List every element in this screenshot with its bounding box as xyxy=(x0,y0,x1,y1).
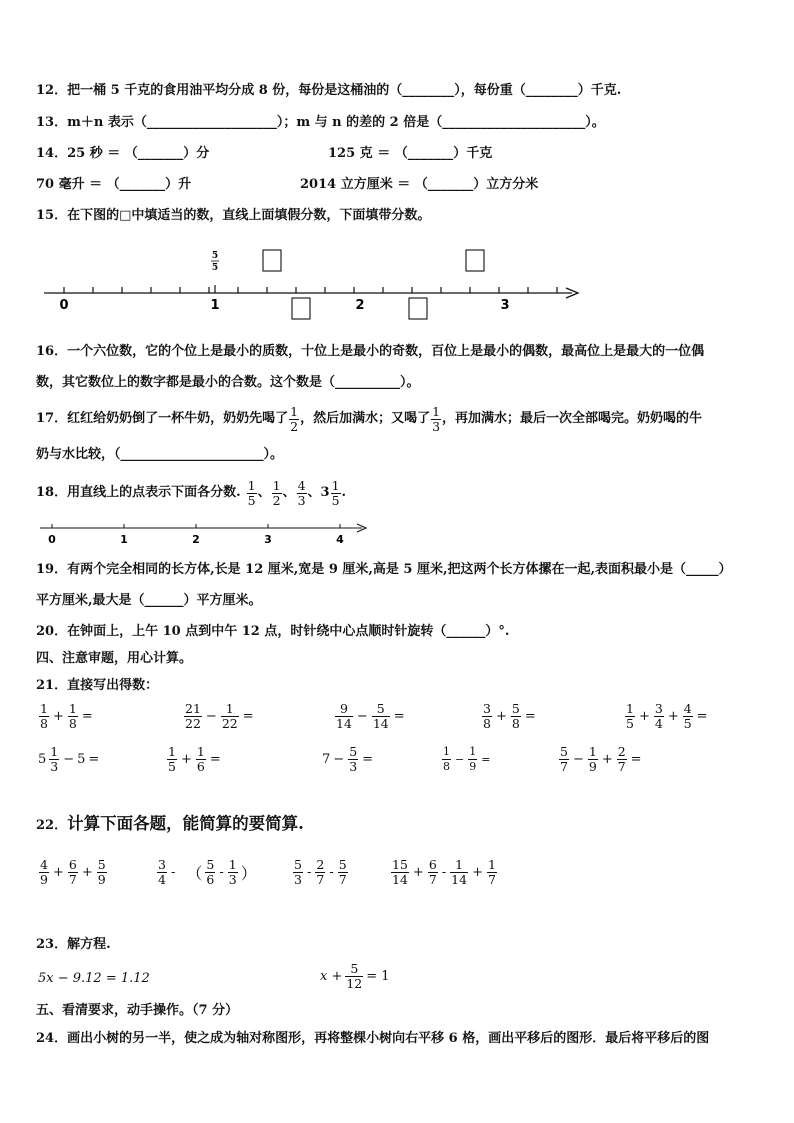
question-number: 15． xyxy=(36,208,68,223)
question-24 xyxy=(36,1030,709,1048)
equation-rhs: = 1 xyxy=(366,969,390,984)
fraction: $\frac{1}{3}$ xyxy=(432,403,441,434)
separator: 、 xyxy=(257,485,271,500)
question-text: 红红给奶奶倒了一杯牛奶，奶奶先喝了 xyxy=(67,411,289,426)
calc-expression: 7 − $\frac{5}{3}$ = xyxy=(322,744,374,774)
calc-expression: $\frac{21}{22}$ − $\frac{1}{22}$ = xyxy=(185,701,254,731)
question-number: 18． xyxy=(36,485,68,500)
question-number: 12． xyxy=(36,83,68,98)
calc-expression: $\frac{3}{4}$ - （ $\frac{5}{6}$ - $\frac{1}{3}$ ） xyxy=(158,857,257,887)
question-text: 用直线上的点表示下面各分数. xyxy=(67,485,241,500)
question-22 xyxy=(36,815,304,835)
fraction: $\frac{1}{2}$ xyxy=(290,403,299,434)
question-text: 解方程. xyxy=(67,937,111,952)
separator: 、 xyxy=(282,485,296,500)
tick-label: 4 xyxy=(336,533,344,546)
question-text-line1: 一个六位数，它的个位上是最小的质数，十位上是最小的奇数，百位上是最小的偶数，最高位上是最大的一位偶 xyxy=(67,344,705,359)
tick-label: 3 xyxy=(500,298,510,313)
question-17-line2: 奶与水比较，（______________________）。 xyxy=(36,447,284,462)
question-text: 把一桶 5 千克的食用油平均分成 8 份，每份是这桶油的（________），每份重（________）千克. xyxy=(67,83,622,98)
question-21 xyxy=(36,677,158,695)
tick-label: 2 xyxy=(355,298,365,313)
period: . xyxy=(341,485,347,500)
question-number: 13． xyxy=(36,115,68,130)
question-text-line2: 数，其它数位上的数字都是最小的合数。这个数是（__________）。 xyxy=(36,375,420,390)
question-number: 21． xyxy=(36,678,68,693)
tick-label: 3 xyxy=(264,533,272,546)
conversion-grams: 125 克 ＝ （_______）千克 xyxy=(328,146,493,161)
fraction-numerator: 5 xyxy=(211,251,219,261)
conversion-cubic-cm: 2014 立方厘米 ＝ （_______）立方分米 xyxy=(300,177,539,192)
section-heading-5: 五、看清要求，动手操作。（7 分） xyxy=(36,1003,239,1018)
equation-variable: x + xyxy=(320,969,343,984)
equation-1: 5x − 9.12 = 1.12 xyxy=(38,971,150,986)
section-heading-4: 四、注意审题，用心计算。 xyxy=(36,651,193,666)
question-number: 24． xyxy=(36,1031,68,1046)
calc-expression: 5 $\frac{1}{3}$ − 5 = xyxy=(38,744,100,774)
question-text-line2: 平方厘米,最大是（______）平方厘米。 xyxy=(36,593,262,608)
calc-expression: $\frac{5}{7}$ − $\frac{1}{9}$ + $\frac{2}{7}$ = xyxy=(560,744,642,774)
question-number: 14． xyxy=(36,146,68,161)
fraction-denominator: 5 xyxy=(211,263,219,273)
calc-expression: $\frac{15}{14}$ + $\frac{6}{7}$ - $\frac{1}{14}$ + $\frac{1}{7}$ xyxy=(392,857,496,887)
question-number: 23． xyxy=(36,937,68,952)
calc-expression: $\frac{3}{8}$ + $\frac{5}{8}$ = xyxy=(483,701,536,731)
question-number: 19． xyxy=(36,562,68,577)
question-number: 20． xyxy=(36,624,68,639)
calc-expression: $\frac{4}{9}$ + $\frac{6}{7}$ + $\frac{5}{9}$ xyxy=(40,857,106,887)
question-text: 在下图的□中填适当的数，直线上面填假分数，下面填带分数。 xyxy=(67,208,431,223)
question-text: 计算下面各题，能简算的要简算. xyxy=(67,814,304,833)
tick-label: 1 xyxy=(210,298,220,313)
tick-label: 0 xyxy=(59,298,69,313)
question-number: 17． xyxy=(36,411,68,426)
separator: 、 xyxy=(307,485,321,500)
question-text-line1: 有两个完全相同的长方体,长是 12 厘米,宽是 9 厘米,高是 5 厘米,把这两个长方体摞在一起,表面积最小是（_____） xyxy=(67,562,732,577)
number-line-q18 xyxy=(0,0,794,560)
question-text: 直接写出得数： xyxy=(67,678,159,693)
question-23 xyxy=(36,936,111,954)
tick-label: 1 xyxy=(120,533,128,546)
fraction: $\frac{1}{5}$ xyxy=(247,477,256,508)
question-text: ，再加满水；最后一次全部喝完。奶奶喝的牛 xyxy=(442,411,703,426)
tick-label: 2 xyxy=(192,533,200,546)
fraction: $\frac{1}{5}$ xyxy=(331,477,340,508)
calc-expression: $\frac{9}{14}$ − $\frac{5}{14}$ = xyxy=(336,701,405,731)
calc-expression: $\frac{1}{8}$ + $\frac{1}{8}$ = xyxy=(40,701,93,731)
mixed-whole: 3 xyxy=(320,485,330,500)
question-text: ，然后加满水；又喝了 xyxy=(300,411,431,426)
question-20 xyxy=(36,623,509,641)
fraction: $\frac{1}{2}$ xyxy=(272,477,281,508)
question-number: 16． xyxy=(36,344,68,359)
fraction: $\frac{4}{3}$ xyxy=(297,477,306,508)
calc-expression: $\frac{1}{5}$ + $\frac{3}{4}$ + $\frac{4}{5}$ = xyxy=(626,701,708,731)
question-19 xyxy=(36,561,732,579)
calc-expression: $\frac{5}{3}$ - $\frac{2}{7}$ - $\frac{5}{7}$ xyxy=(294,857,347,887)
question-text: 画出小树的另一半，使之成为轴对称图形，再将整棵小树向右平移 6 格，画出平移后的图形．最后将平移后的图 xyxy=(67,1031,710,1046)
calc-expression: $\frac{1}{5}$ + $\frac{1}{6}$ = xyxy=(168,744,221,774)
calc-expression: $\frac{1}{8}$ − $\frac{1}{9}$ = xyxy=(443,745,491,773)
equation-2: x + $\frac{5}{12}$ = 1 xyxy=(320,961,390,991)
tick-label: 0 xyxy=(48,533,56,546)
conversion-seconds: 25 秒 ＝ （_______）分 xyxy=(67,146,210,161)
question-number: 22． xyxy=(36,818,68,833)
question-text: 在钟面上，上午 10 点到中午 12 点，时针绕中心点顺时针旋转（______）°. xyxy=(67,624,510,639)
conversion-milliliters: 70 毫升 ＝ （_______）升 xyxy=(36,177,192,192)
question-text: m＋n 表示（____________________）；m 与 n 的差的 2 倍是（______________________）。 xyxy=(67,115,605,130)
